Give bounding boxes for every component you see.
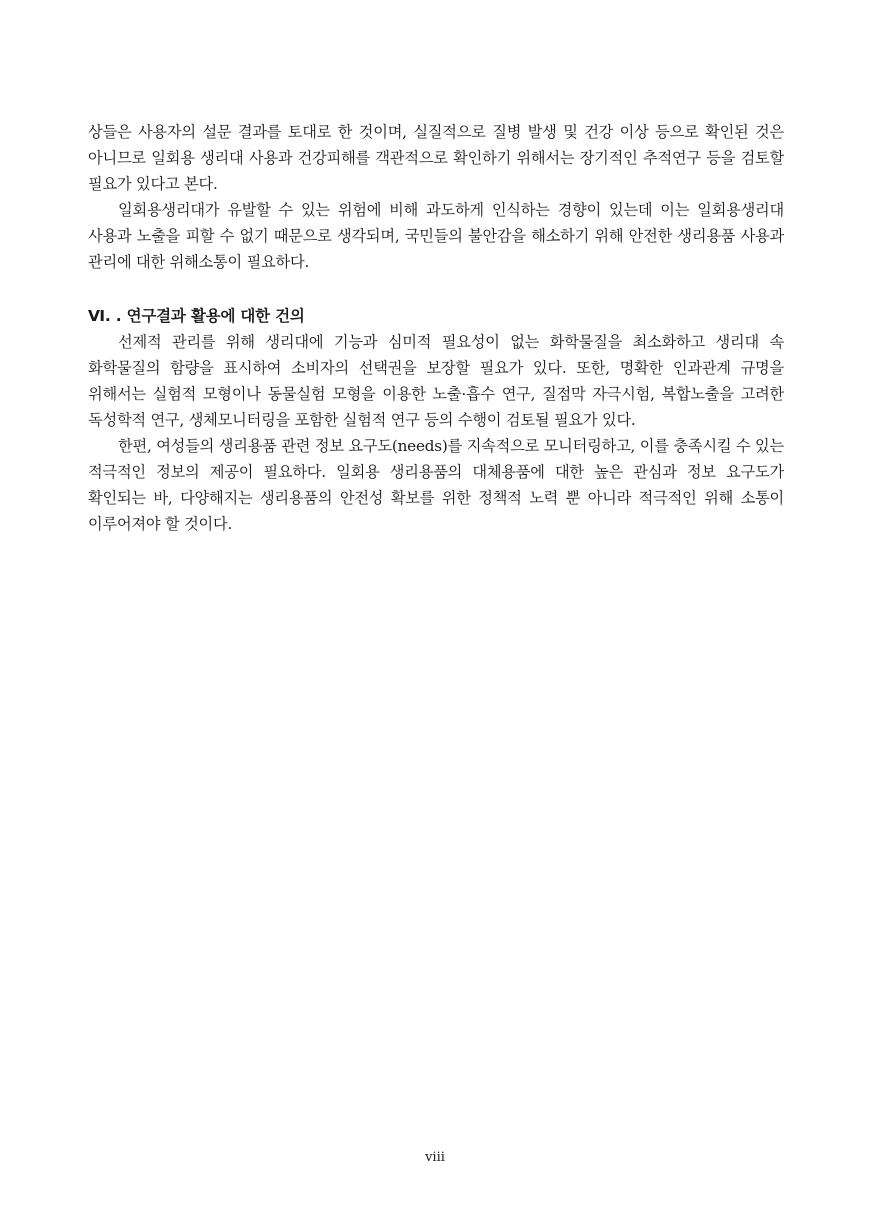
page-number: viii [425,1150,445,1165]
paragraph-risk-perception: 일회용생리대가 유발할 수 있는 위험에 비해 과도하게 인식하는 경향이 있는데 이는 일회용생리대 사용과 노출을 피할 수 없기 때문으로 생각되며, 국민들의 불안감을 해소하기 위해 안전한 생리용품 사용과 관리에 대한 위해소통이 필요하다. [88,201,784,271]
paragraph-continuation: 상들은 사용자의 설문 결과를 토대로 한 것이며, 실질적으로 질병 발생 및 건강 이상 등으로 확인된 것은 아니므로 일회용 생리대 사용과 건강피해를 객관적으로 확인하기 위해서는 장기적인 추적연구 등을 검토할 필요가 있다고 본다. [88,123,784,193]
section-heading: Ⅵ. . 연구결과 활용에 대한 건의 [88,307,305,325]
paragraph-recommendation-information: 한편, 여성들의 생리용품 관련 정보 요구도(needs)를 지속적으로 모니터링하고, 이를 충족시킬 수 있는 적극적인 정보의 제공이 필요하다. 일회용 생리용품의 대체용품에 대한 높은 관심과 정보 요구도가 확인되는 바, 다양해지는 생리용품의 안전성 확보를 위한 정책적 노력 뿐 아니라 적극적인 위해 소통이 이루어져야 할 것이다. [88,437,784,533]
paragraph-recommendation-management: 선제적 관리를 위해 생리대에 기능과 심미적 필요성이 없는 화학물질을 최소화하고 생리대 속 화학물질의 함량을 표시하여 소비자의 선택권을 보장할 필요가 있다. 또한, 명확한 인과관계 규명을 위해서는 실험적 모형이나 동물실험 모형을 이용한 노출·흡수 연구, 질점막 자극시험, 복합노출을 고려한 독성학적 연구, 생체모니터링을 포함한 실험적 연구 등의 수행이 검토될 필요가 있다. [88,333,784,429]
document-body [88,119,784,537]
